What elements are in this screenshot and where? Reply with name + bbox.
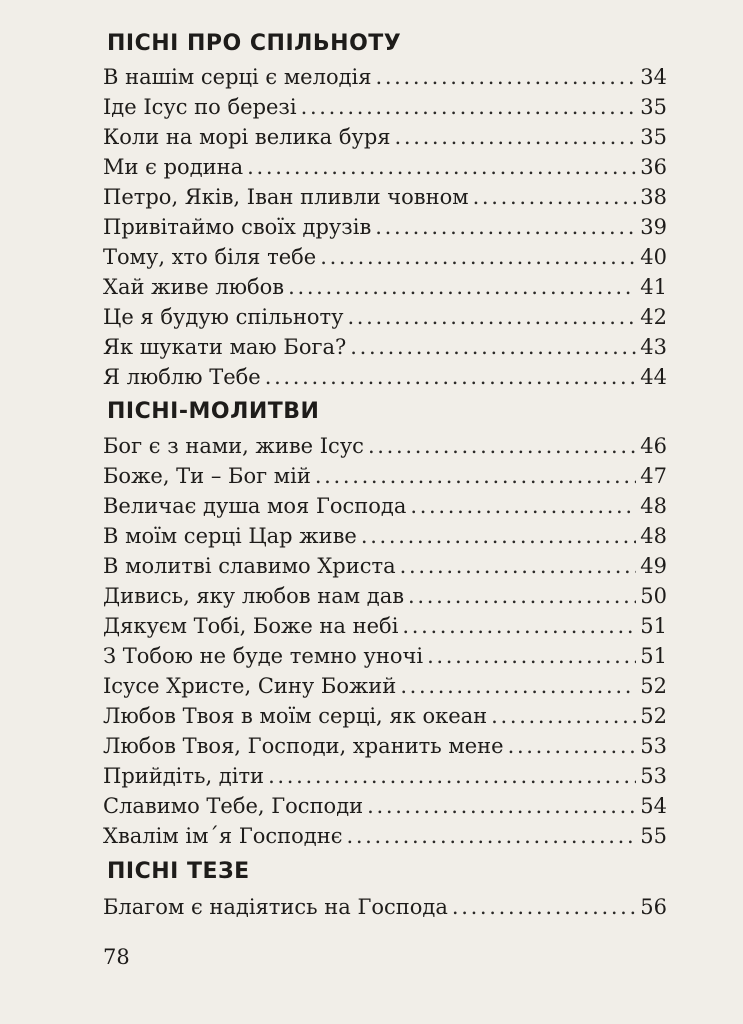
entry-page: 48 [640, 524, 667, 548]
section-heading: ПІСНІ ТЕЗЕ [107, 859, 250, 884]
entry-title: В нашім серці є мелодія [103, 65, 372, 89]
toc-entry [103, 491, 667, 521]
toc-entry [103, 182, 667, 212]
entry-page: 55 [640, 824, 667, 848]
toc-entry [103, 272, 667, 302]
entry-title: Дякуєм Тобі, Боже на небі [103, 614, 399, 638]
toc-entry [103, 152, 667, 182]
entry-title: Любов Твоя в моїм серці, як океан [103, 704, 488, 728]
entry-title: Боже, Ти – Бог мій [103, 464, 311, 488]
entry-title: Прийдіть, діти [103, 764, 265, 788]
entry-title: Хай живе любов [103, 275, 285, 299]
entry-title: Тому, хто біля тебе [103, 245, 317, 269]
dot-leader [491, 701, 636, 731]
toc-entry [103, 362, 667, 392]
toc-entry [103, 92, 667, 122]
dot-leader [452, 892, 636, 922]
entry-title: Петро, Яків, Іван пливли човном [103, 185, 469, 209]
entry-title: Як шукати маю Бога? [103, 335, 347, 359]
dot-leader [400, 671, 636, 701]
entry-title: Дивись, яку любов нам дав [103, 584, 405, 608]
dot-leader [508, 731, 637, 761]
entry-page: 40 [640, 245, 667, 269]
entry-page: 51 [640, 614, 667, 638]
entry-title: Ми є родина [103, 155, 244, 179]
entry-title: Величає душа моя Господа [103, 494, 407, 518]
entry-page: 42 [640, 305, 667, 329]
toc-entry [103, 611, 667, 641]
entry-page: 53 [640, 734, 667, 758]
toc-entry [103, 212, 667, 242]
entry-title: Славимо Тебе, Господи [103, 794, 364, 818]
dot-leader [247, 152, 636, 182]
dot-leader [301, 92, 637, 122]
toc-entry [103, 122, 667, 152]
entry-page: 54 [640, 794, 667, 818]
toc-entry [103, 821, 667, 851]
toc-entry [103, 431, 667, 461]
entry-page: 34 [640, 65, 667, 89]
section-heading: ПІСНІ ПРО СПІЛЬНОТУ [107, 31, 402, 56]
toc-entry [103, 641, 667, 671]
dot-leader [408, 581, 636, 611]
toc-entry [103, 731, 667, 761]
dot-leader [346, 821, 636, 851]
dot-leader [320, 242, 636, 272]
entry-page: 48 [640, 494, 667, 518]
entry-title: Бог є з нами, живе Ісус [103, 434, 364, 458]
entry-page: 51 [640, 644, 667, 668]
toc-entry [103, 671, 667, 701]
entry-page: 38 [640, 185, 667, 209]
entry-page: 47 [640, 464, 667, 488]
dot-leader [265, 362, 637, 392]
toc-entry [103, 302, 667, 332]
toc-entry [103, 521, 667, 551]
toc-entry [103, 761, 667, 791]
dot-leader [368, 431, 636, 461]
dot-leader [402, 611, 636, 641]
entry-page: 39 [640, 215, 667, 239]
entry-page: 41 [640, 275, 667, 299]
dot-leader [375, 62, 636, 92]
entry-page: 43 [640, 335, 667, 359]
entry-page: 36 [640, 155, 667, 179]
entry-page: 44 [640, 365, 667, 389]
toc-entry [103, 791, 667, 821]
entry-page: 35 [640, 95, 667, 119]
toc-entry [103, 581, 667, 611]
dot-leader [361, 521, 636, 551]
dot-leader [395, 122, 637, 152]
entry-page: 52 [640, 674, 667, 698]
entry-page: 50 [640, 584, 667, 608]
toc-entry [103, 242, 667, 272]
entry-title: Коли на морі велика буря [103, 125, 391, 149]
dot-leader [347, 302, 636, 332]
entry-title: Благом є надіятись на Господа [103, 895, 448, 919]
entry-title: Це я будую спільноту [103, 305, 344, 329]
entry-title: Іде Ісус по березі [103, 95, 297, 119]
section-heading: ПІСНІ-МОЛИТВИ [107, 399, 320, 424]
toc-entry [103, 701, 667, 731]
dot-leader [288, 272, 636, 302]
entry-title: В моїм серці Цар живе [103, 524, 357, 548]
entry-title: В молитві славимо Христа [103, 554, 396, 578]
dot-leader [367, 791, 636, 821]
entry-page: 52 [640, 704, 667, 728]
entry-page: 53 [640, 764, 667, 788]
entry-title: Я люблю Тебе [103, 365, 261, 389]
dot-leader [473, 182, 637, 212]
dot-leader [410, 491, 636, 521]
entry-title: З Тобою не буде темно уночі [103, 644, 424, 668]
entry-page: 56 [640, 895, 667, 919]
dot-leader [315, 461, 636, 491]
toc-entry [103, 62, 667, 92]
dot-leader [350, 332, 636, 362]
toc-entry [103, 332, 667, 362]
toc-entry [103, 892, 667, 922]
entry-title: Ісусе Христе, Сину Божий [103, 674, 397, 698]
dot-leader [427, 641, 636, 671]
dot-leader [400, 551, 637, 581]
dot-leader [268, 761, 636, 791]
entry-title: Хвалім ім´я Господнє [103, 824, 343, 848]
entry-page: 49 [640, 554, 667, 578]
entry-page: 35 [640, 125, 667, 149]
dot-leader [375, 212, 636, 242]
toc-entry [103, 461, 667, 491]
entry-title: Привітаймо своїх друзів [103, 215, 372, 239]
toc-entry [103, 551, 667, 581]
page-number: 78 [103, 945, 130, 969]
entry-title: Любов Твоя, Господи, хранить мене [103, 734, 504, 758]
entry-page: 46 [640, 434, 667, 458]
